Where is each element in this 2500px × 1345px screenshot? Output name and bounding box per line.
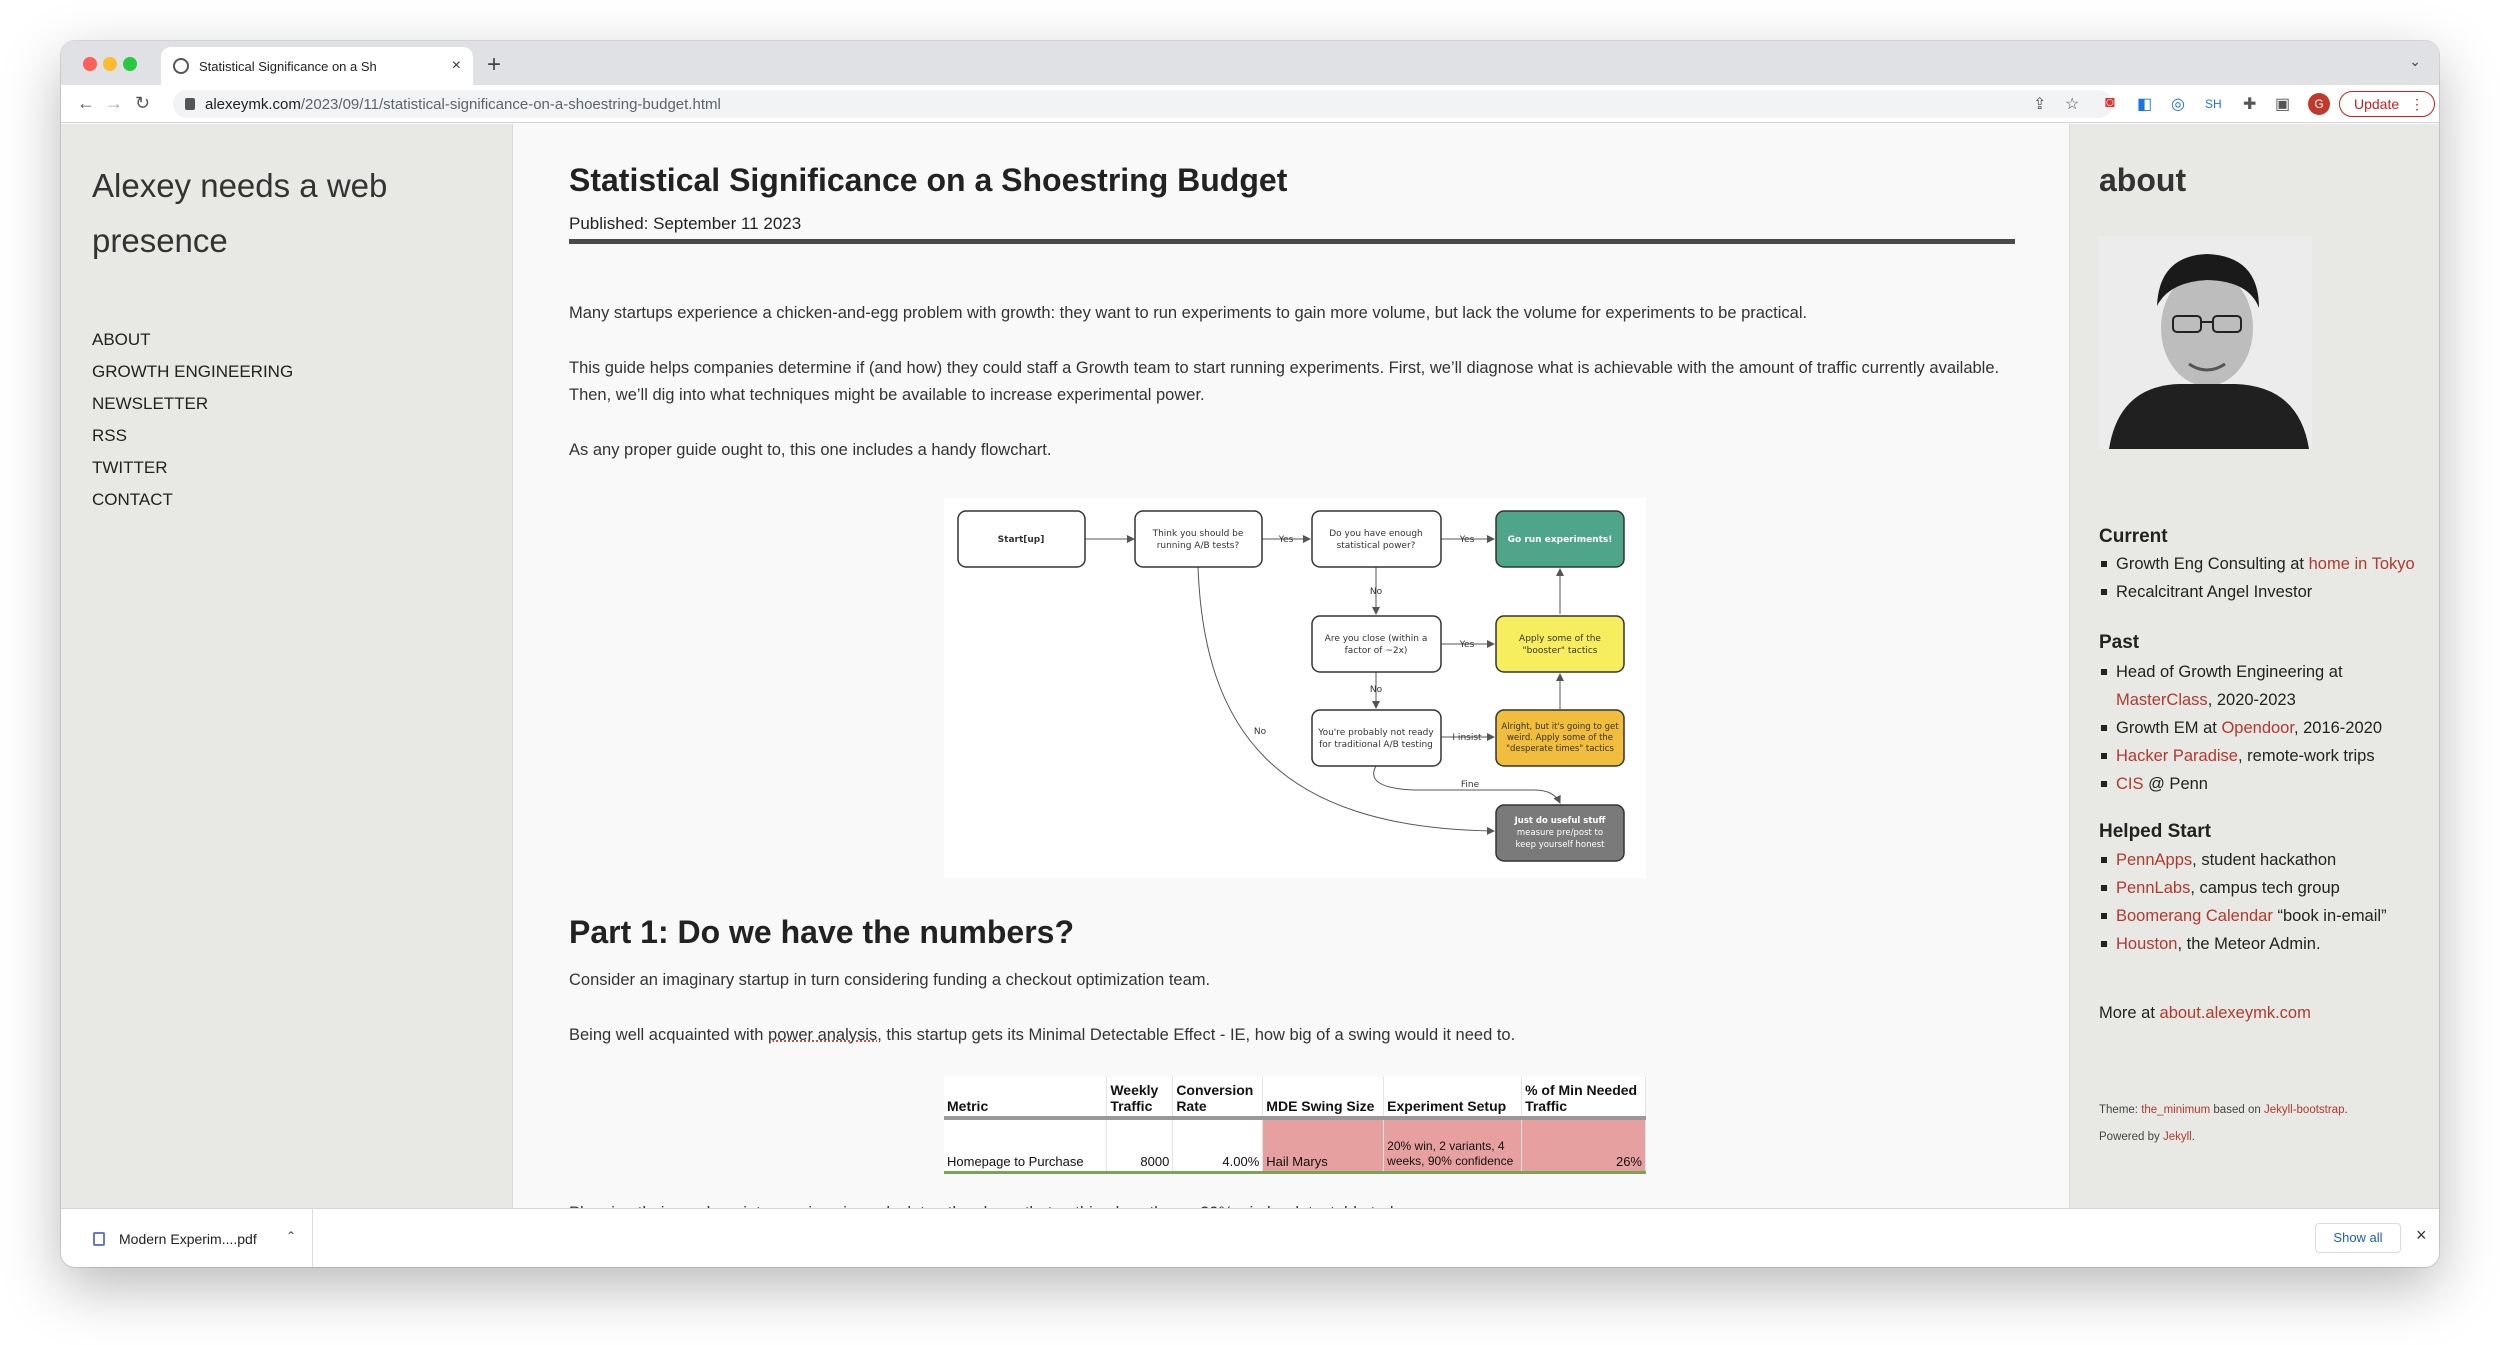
text-fragment: Head of Growth Engineering at xyxy=(2116,663,2343,681)
nav-about[interactable]: ABOUT xyxy=(92,330,151,349)
node-booster xyxy=(1496,616,1624,672)
about-site-link[interactable]: about.alexeymk.com xyxy=(2159,1004,2311,1022)
site-nav xyxy=(92,324,293,516)
cis-link[interactable]: CIS xyxy=(2116,775,2144,793)
text-fragment: . xyxy=(2344,1104,2348,1116)
opendoor-link[interactable]: Opendoor xyxy=(2221,719,2294,737)
node-close-line1: Are you close (within a xyxy=(1324,634,1428,644)
edge-insist: I insist xyxy=(1452,733,1482,743)
text-fragment: Powered by xyxy=(2099,1131,2163,1143)
tab-active[interactable] xyxy=(161,47,473,85)
powered-by xyxy=(2099,1131,2195,1143)
list-item xyxy=(2099,874,2429,902)
jekyll-bootstrap-link[interactable]: Jekyll-bootstrap xyxy=(2263,1104,2345,1116)
node-think xyxy=(1135,511,1262,567)
node-desperate-line1: Alright, but it's going to get xyxy=(1501,722,1619,732)
node-useful-stuff xyxy=(1496,805,1624,861)
pennapps-link[interactable]: PennApps xyxy=(2116,851,2193,869)
tab-search-chevron-icon[interactable]: ⌄ xyxy=(2409,53,2421,69)
node-think-line2: running A/B tests? xyxy=(1156,541,1240,551)
list-item xyxy=(2099,658,2429,714)
list-item xyxy=(2099,846,2429,874)
url-host: alexeymk.com xyxy=(205,95,301,113)
node-go-label: Go run experiments! xyxy=(1507,535,1613,545)
node-enough-power xyxy=(1312,511,1441,567)
table-cell-conversion: 4.00% xyxy=(1173,1118,1263,1172)
home-in-tokyo-link[interactable]: home in Tokyo xyxy=(2308,555,2415,573)
post-date: Published: September 11 2023 xyxy=(569,214,802,233)
url-path: /2023/09/11/statistical-significance-on-a-shoestring-budget.html xyxy=(300,95,721,113)
paragraph-intro: Many startups experience a chicken-and-egg problem with growth: they want to run experiments to gain more volume, but lack the volume for experiments to be practical. xyxy=(569,304,1808,322)
extension-search-icon[interactable]: ◎ xyxy=(2171,96,2185,113)
node-enough-line2: statistical power? xyxy=(1336,541,1416,551)
edge-yes-1: Yes xyxy=(1278,535,1294,545)
table-header: MDE Swing Size xyxy=(1263,1077,1384,1118)
share-icon[interactable]: ⇪ xyxy=(2033,96,2047,113)
about-heading: about xyxy=(2099,162,2187,198)
node-useful-line2: measure pre/post to xyxy=(1516,828,1604,838)
node-start xyxy=(958,511,1085,567)
edge-fine: Fine xyxy=(1460,780,1480,790)
text-fragment: Growth Eng Consulting at xyxy=(2116,555,2309,573)
text-fragment: Theme: xyxy=(2099,1104,2142,1116)
edge-no-1: No xyxy=(1369,587,1383,597)
table-header-row xyxy=(944,1077,1646,1118)
reload-icon[interactable]: ↻ xyxy=(135,93,151,113)
table-cell-needed: 26% xyxy=(1522,1118,1646,1172)
close-window-button[interactable] xyxy=(83,57,97,71)
text-fragment: More at xyxy=(2099,1004,2160,1022)
boomerang-calendar-link[interactable]: Boomerang Calendar xyxy=(2116,907,2273,925)
extension-sh-icon[interactable]: SH xyxy=(2205,97,2222,111)
text-fragment: Being well acquainted with xyxy=(569,1026,769,1044)
list-item xyxy=(2099,902,2429,930)
menu-dots-icon: ⋮ xyxy=(2410,96,2424,112)
tab-title: Statistical Significance on a Sh xyxy=(199,58,377,74)
node-close-line2: factor of ~2x) xyxy=(1344,646,1408,656)
node-desperate xyxy=(1496,710,1624,766)
author-photo-svg xyxy=(2099,236,2312,449)
download-filename: Modern Experim....pdf xyxy=(119,1230,257,1247)
paragraph-flowchart-intro: As any proper guide ought to, this one includes a handy flowchart. xyxy=(569,441,1052,459)
node-not-ready xyxy=(1312,710,1441,766)
download-item[interactable] xyxy=(81,1209,313,1267)
nav-twitter[interactable]: TWITTER xyxy=(92,458,168,477)
text-fragment: based on xyxy=(2210,1104,2264,1116)
edge-no-3: No xyxy=(1253,727,1267,737)
right-sidebar xyxy=(2069,124,2439,1208)
theme-credit xyxy=(2099,1104,2348,1116)
text-fragment: , student hackathon xyxy=(2192,851,2337,869)
edge-yes-3: Yes xyxy=(1459,640,1475,650)
chevron-up-icon[interactable]: ⌃ xyxy=(285,1229,296,1243)
node-go-run xyxy=(1496,511,1624,567)
power-analysis-link[interactable]: power analysis xyxy=(768,1026,878,1044)
text-fragment: , the Meteor Admin. xyxy=(2177,935,2321,953)
text-fragment: , 2020-2023 xyxy=(2207,691,2296,709)
new-tab-button[interactable]: + xyxy=(487,51,502,78)
bookmark-star-icon[interactable]: ☆ xyxy=(2065,96,2080,113)
back-arrow-icon[interactable]: ← xyxy=(77,93,95,113)
node-booster-line2: "booster" tactics xyxy=(1522,646,1598,656)
text-fragment: , campus tech group xyxy=(2190,879,2340,897)
paragraph-imaginary-startup: Consider an imaginary startup in turn considering funding a checkout optimization team. xyxy=(569,971,1211,989)
main-content xyxy=(514,124,2068,1208)
address-bar[interactable] xyxy=(173,90,2113,118)
close-shelf-icon[interactable]: × xyxy=(2416,1225,2427,1245)
node-think-line1: Think you should be xyxy=(1152,529,1244,539)
pocket-icon[interactable]: ◙ xyxy=(2105,94,2115,111)
tab-close-icon[interactable]: × xyxy=(451,57,461,74)
paragraph-power-analysis xyxy=(569,1022,2015,1049)
minimize-window-button[interactable] xyxy=(103,57,117,71)
text-fragment: Recalcitrant Angel Investor xyxy=(2116,583,2313,601)
nav-rss[interactable]: RSS xyxy=(92,426,127,445)
nav-newsletter[interactable]: NEWSLETTER xyxy=(92,394,209,413)
edge-no-2: No xyxy=(1369,685,1383,695)
node-desperate-line2: weird. Apply some of the xyxy=(1506,733,1614,743)
mde-table xyxy=(944,1077,1646,1174)
pennlabs-link[interactable]: PennLabs xyxy=(2116,879,2191,897)
page-viewport xyxy=(61,124,2439,1208)
section-heading-part1: Part 1: Do we have the numbers? xyxy=(569,914,1075,950)
table-header: % of Min Needed Traffic xyxy=(1522,1077,1646,1118)
lock-icon xyxy=(185,98,195,110)
browser-toolbar xyxy=(61,85,2439,123)
globe-icon xyxy=(173,58,189,74)
list-item xyxy=(2099,930,2429,958)
text-fragment: , this startup gets its Minimal Detectable Effect - IE, how big of a swing would it need to. xyxy=(877,1026,1516,1044)
houston-link[interactable]: Houston xyxy=(2116,935,2178,953)
flowchart-image xyxy=(944,498,1646,878)
list-item xyxy=(2099,742,2429,770)
current-heading: Current xyxy=(2099,526,2168,547)
text-fragment: “book in-email” xyxy=(2272,907,2387,925)
forward-arrow-icon[interactable]: → xyxy=(105,93,123,113)
table-header: Conversion Rate xyxy=(1173,1077,1263,1118)
nav-contact[interactable]: CONTACT xyxy=(92,490,173,509)
update-button[interactable] xyxy=(2339,91,2435,117)
update-button-label: Update xyxy=(2354,96,2400,112)
node-useful-line3: keep yourself honest xyxy=(1515,840,1605,850)
node-start-label: Start[up] xyxy=(997,535,1045,545)
table-header: Metric xyxy=(944,1077,1107,1118)
past-list xyxy=(2099,658,2429,798)
extensions-puzzle-icon[interactable]: ✚ xyxy=(2243,96,2257,113)
browser-window xyxy=(61,41,2439,1267)
text-fragment: Growth EM at xyxy=(2116,719,2222,737)
nav-growth-engineering[interactable]: GROWTH ENGINEERING xyxy=(92,362,294,381)
table-row xyxy=(944,1118,1646,1172)
profile-avatar[interactable]: G xyxy=(2308,93,2330,115)
list-item xyxy=(2099,714,2429,742)
table-cell-traffic: 8000 xyxy=(1107,1118,1173,1172)
table-header: Experiment Setup xyxy=(1384,1077,1522,1118)
tab-strip xyxy=(61,41,2439,85)
node-enough-line1: Do you have enough xyxy=(1329,529,1423,539)
jekyll-link[interactable]: Jekyll xyxy=(2162,1131,2192,1143)
node-useful-line1: Just do useful stuff xyxy=(1514,816,1606,826)
more-at-line xyxy=(2099,1004,2311,1023)
text-fragment: . xyxy=(2191,1131,2195,1143)
maximize-window-button[interactable] xyxy=(123,57,137,71)
node-notready-line2: for traditional A/B testing xyxy=(1319,740,1433,750)
past-heading: Past xyxy=(2099,632,2140,653)
paragraph-guide: This guide helps companies determine if (and how) they could staff a Growth team to start running experiments. First, we’ll diagnose what is achievable with the amount of traffic currently available. Then, we’ll dig into what techniques might be available to increase experimental power. xyxy=(569,359,2000,404)
post-title: Statistical Significance on a Shoestring Budget xyxy=(569,162,1288,198)
show-all-button[interactable]: Show all xyxy=(2315,1223,2401,1253)
downloads-shelf xyxy=(61,1208,2439,1267)
table-cell-mde: Hail Marys xyxy=(1263,1118,1384,1172)
edge-yes-2: Yes xyxy=(1459,535,1475,545)
list-item xyxy=(2099,770,2429,798)
extension-blue-icon[interactable]: ◧ xyxy=(2137,96,2153,113)
node-booster-line1: Apply some of the xyxy=(1519,634,1601,644)
theme-link[interactable]: the_minimum xyxy=(2141,1104,2211,1116)
node-notready-line1: You're probably not ready xyxy=(1318,728,1434,738)
list-item xyxy=(2099,578,2429,606)
table-cell-metric: Homepage to Purchase xyxy=(944,1118,1107,1172)
masterclass-link[interactable]: MasterClass xyxy=(2116,691,2208,709)
node-close xyxy=(1312,616,1441,672)
table-cell-setup: 20% win, 2 variants, 4 weeks, 90% confidence xyxy=(1384,1118,1522,1172)
flowchart-svg xyxy=(944,498,1646,878)
node-desperate-line3: "desperate times" tactics xyxy=(1506,744,1614,754)
text-fragment: , 2016-2020 xyxy=(2293,719,2383,737)
helped-start-list xyxy=(2099,846,2429,958)
list-item xyxy=(2099,550,2429,578)
side-panel-icon[interactable]: ▣ xyxy=(2275,96,2291,113)
text-fragment: @ Penn xyxy=(2143,775,2208,793)
helped-start-heading: Helped Start xyxy=(2099,821,2211,842)
left-sidebar xyxy=(61,124,513,1208)
text-fragment: , remote-work trips xyxy=(2237,747,2375,765)
pdf-file-icon xyxy=(93,1232,105,1246)
author-photo xyxy=(2099,236,2312,449)
table-header: Weekly Traffic xyxy=(1107,1077,1173,1118)
current-list xyxy=(2099,550,2429,606)
hacker-paradise-link[interactable]: Hacker Paradise xyxy=(2116,747,2238,765)
site-title[interactable]: Alexey needs a web presence xyxy=(92,167,388,259)
title-divider xyxy=(569,239,2015,244)
